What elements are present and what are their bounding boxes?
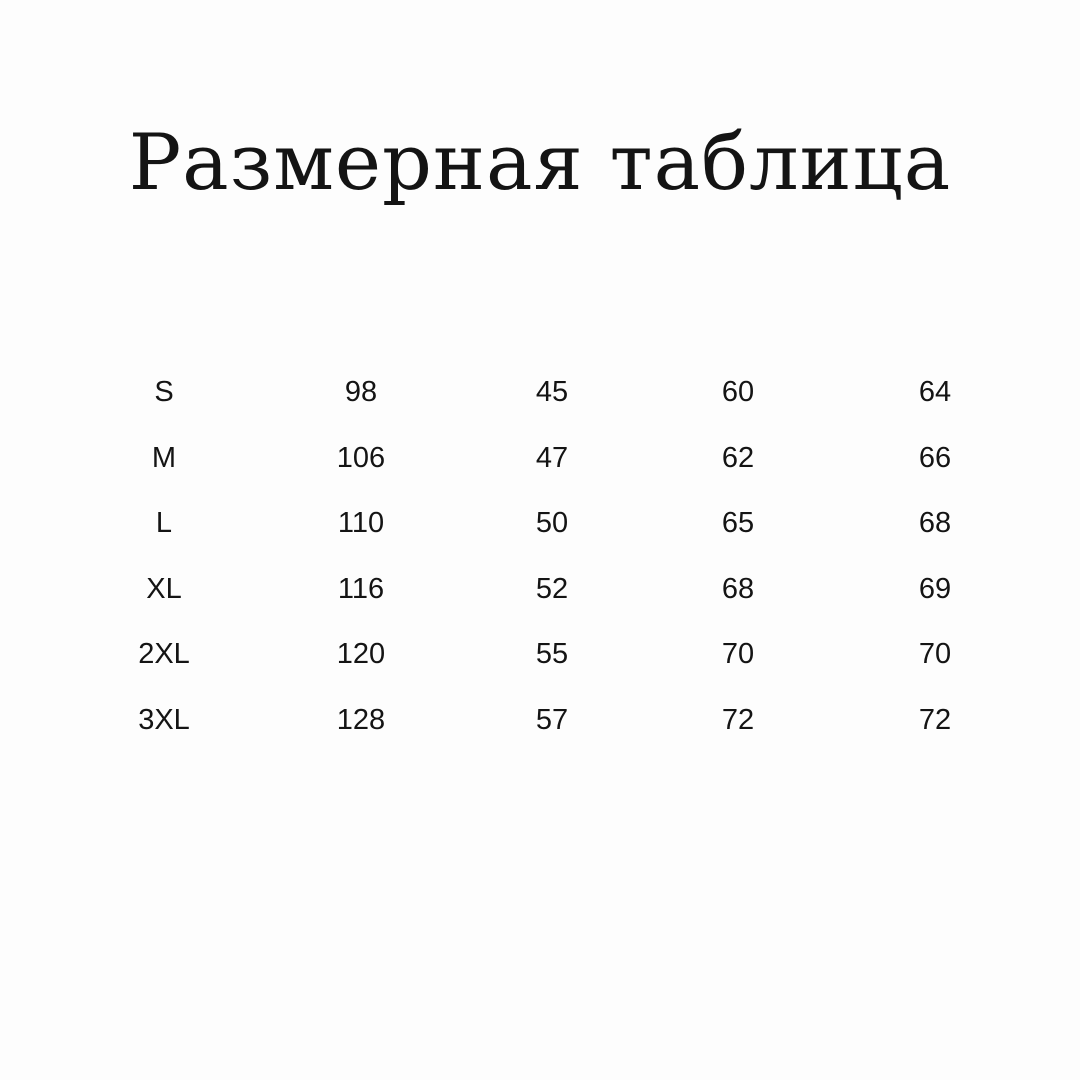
table-cell: 69 <box>918 572 952 605</box>
size-label: 2XL <box>138 638 190 670</box>
table-cell: 50 <box>535 507 569 539</box>
table-cell: 120 <box>336 638 386 670</box>
size-label: M <box>151 441 177 474</box>
size-table <box>0 376 1080 785</box>
table-cell: 110 <box>337 507 385 539</box>
page-title: Размерная таблица <box>128 118 952 208</box>
table-cell: 116 <box>337 572 385 605</box>
table-cell: 47 <box>535 441 569 474</box>
table-cell: 57 <box>535 703 569 736</box>
table-cell: 52 <box>535 572 569 605</box>
table-cell: 64 <box>918 376 952 408</box>
size-label: S <box>154 376 174 408</box>
table-cell: 72 <box>918 703 952 736</box>
table-cell: 128 <box>336 703 386 736</box>
size-label: L <box>155 507 173 539</box>
table-cell: 66 <box>918 441 952 474</box>
table-cell: 65 <box>721 507 755 539</box>
table-cell: 45 <box>535 376 569 408</box>
table-cell: 55 <box>535 638 569 670</box>
table-row <box>0 703 1080 786</box>
table-cell: 98 <box>344 376 378 408</box>
table-cell: 72 <box>721 703 755 736</box>
table-cell: 70 <box>721 638 755 670</box>
size-label: XL <box>146 572 182 605</box>
size-label: 3XL <box>138 703 190 736</box>
table-cell: 60 <box>721 376 755 408</box>
table-cell: 70 <box>918 638 952 670</box>
table-cell: 106 <box>336 441 386 474</box>
table-cell: 68 <box>721 572 755 605</box>
table-cell: 62 <box>721 441 755 474</box>
table-cell: 68 <box>918 507 952 539</box>
